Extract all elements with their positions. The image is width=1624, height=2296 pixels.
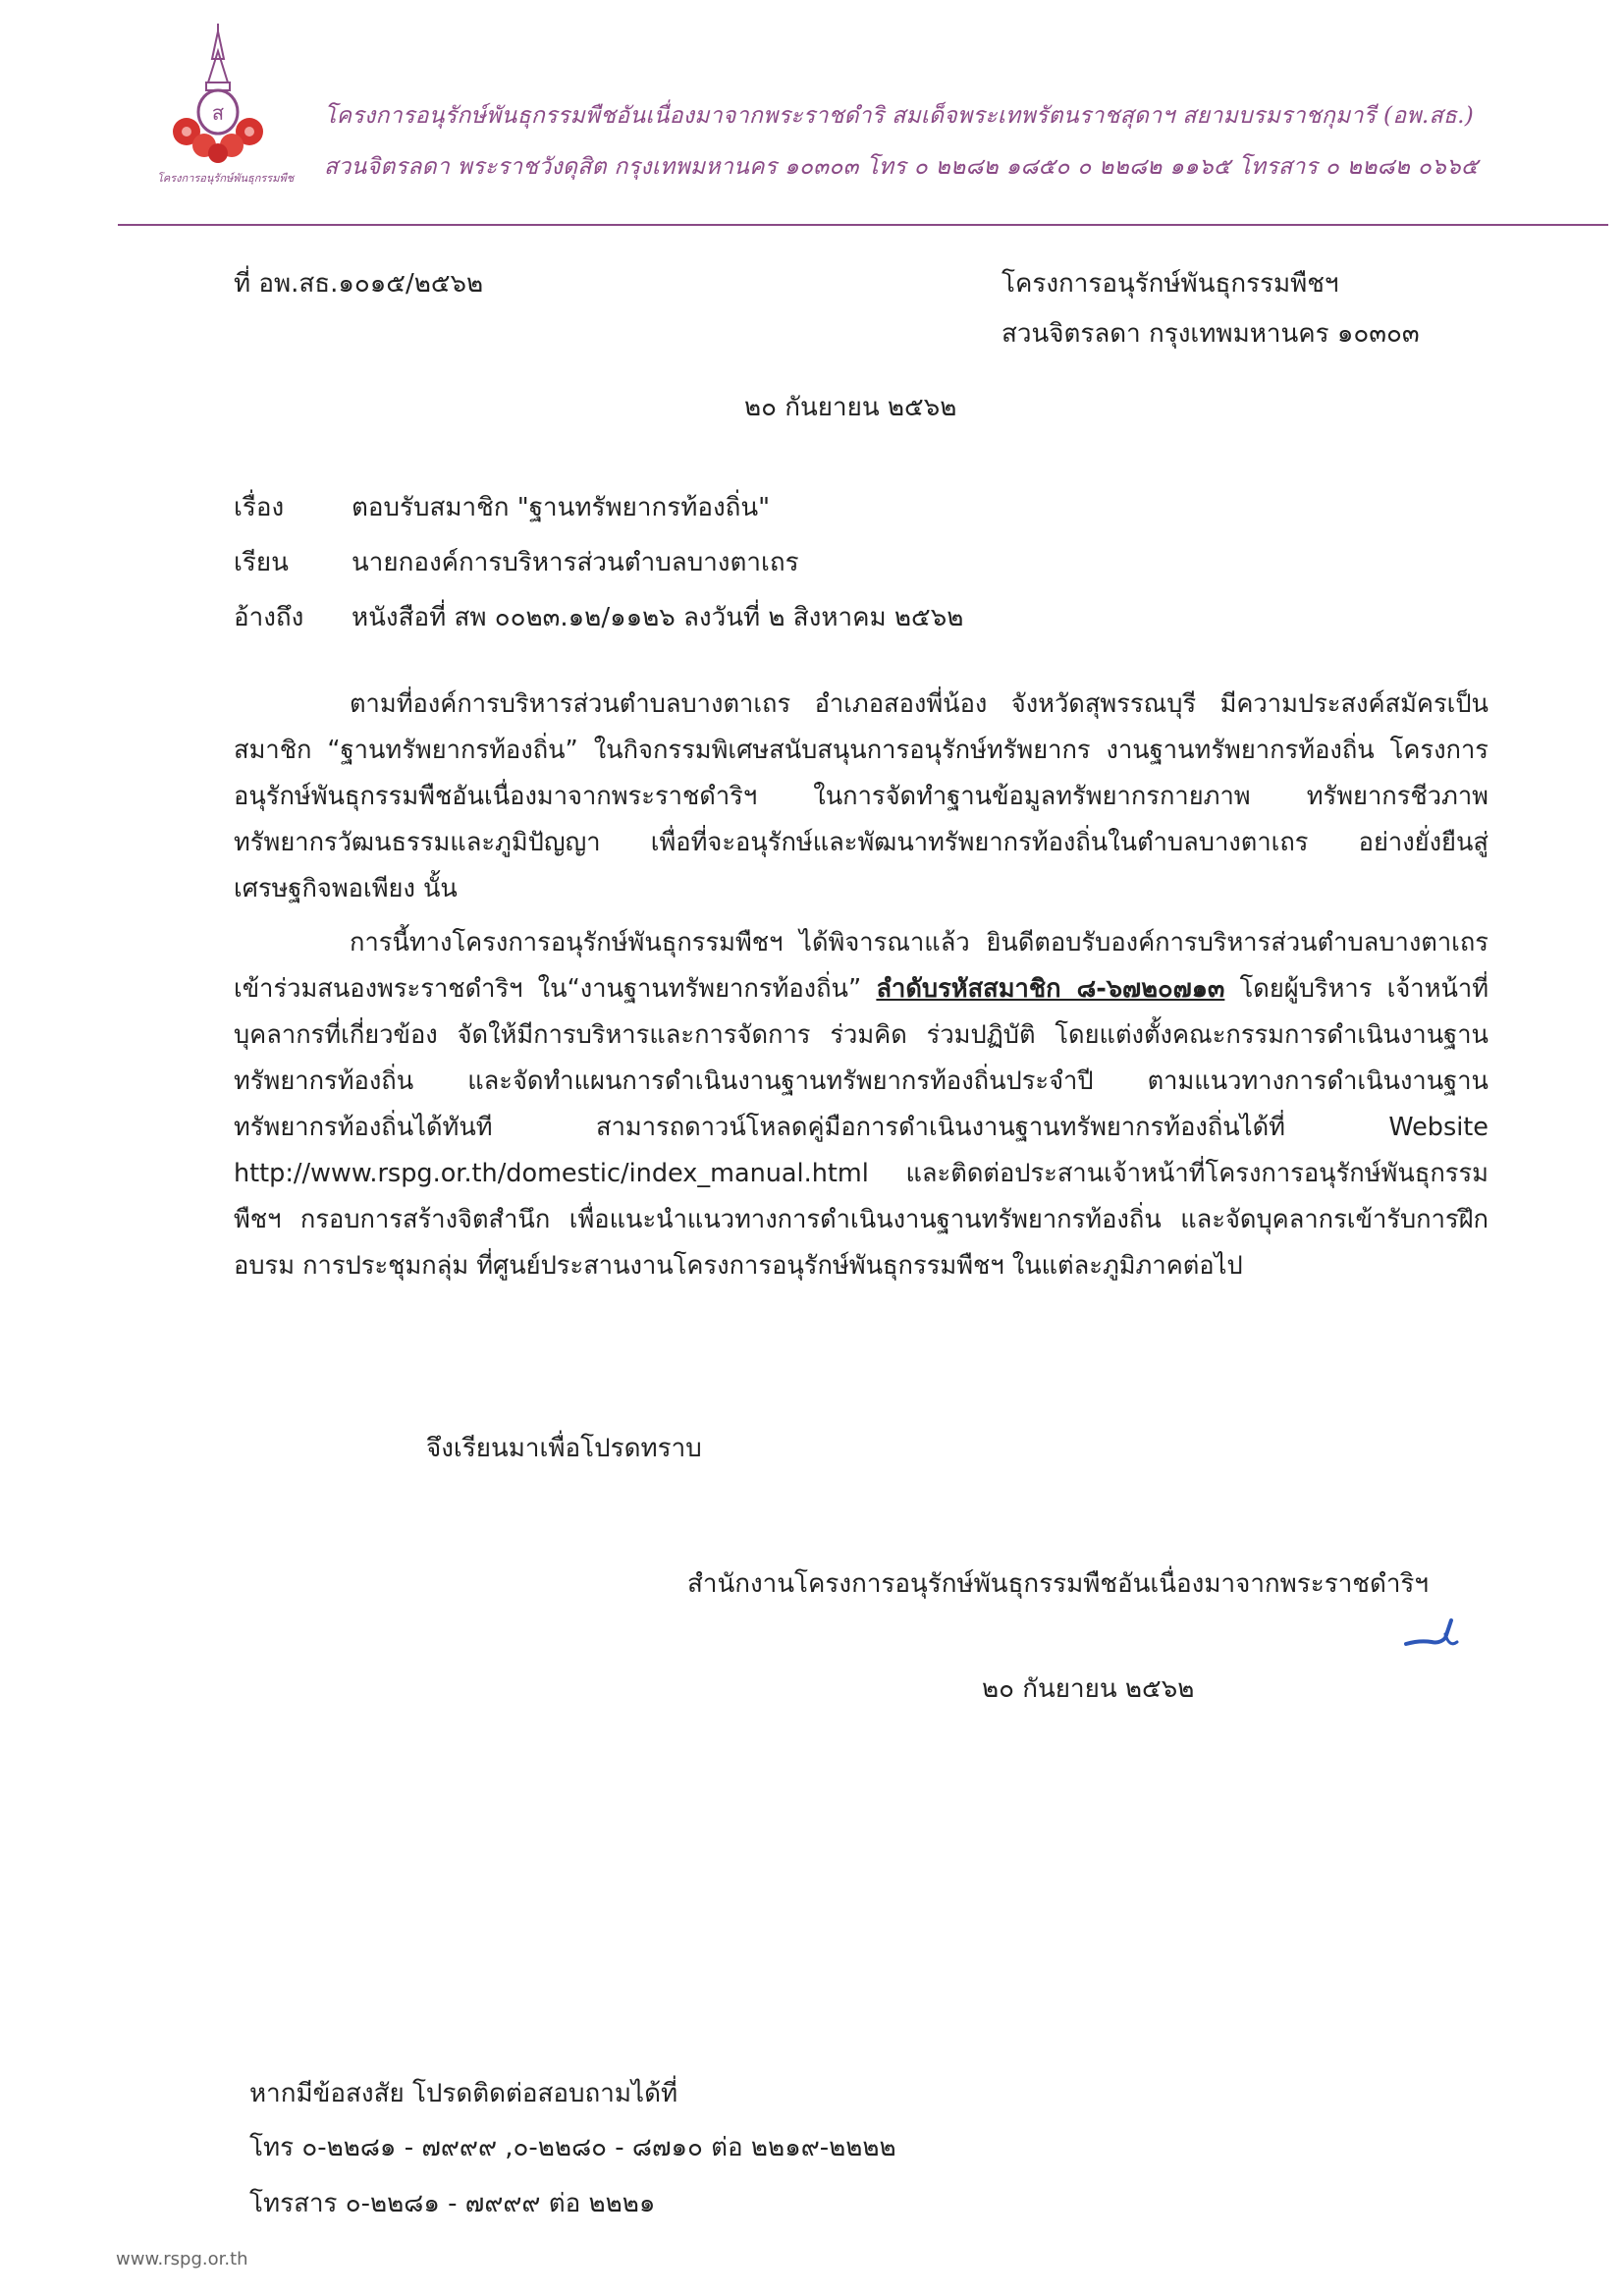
footer-phone: โทร ๐-๒๒๘๑ - ๗๙๙๙ ,๐-๒๒๘๐ - ๘๗๑๐ ต่อ ๒๒๑๙-๒๒๒๒ — [249, 2133, 896, 2162]
recipient-value: นายกองค์การบริหารส่วนตำบลบางตาเถร — [352, 548, 799, 577]
subject-value: ตอบรับสมาชิก "ฐานทรัพยากรท้องถิ่น" — [352, 493, 771, 522]
letter-date: ๒๐ กันยายน ๒๕๖๒ — [744, 393, 957, 422]
footer-website[interactable]: www.rspg.or.th — [116, 2249, 248, 2269]
body-paragraph-2-rest: โดยผู้บริหาร เจ้าหน้าที่ บุคลากรที่เกี่ยวข้อง จัดให้มีการบริหารและการจัดการ ร่วมคิด ร่วมปฏิบัติ โดยแต่งตั้งคณะกรรมการดำเนินงานฐานทรัพยากรท้องถิ่น และจัดทำแผนการดำเนินงานฐานทรัพยากรท้องถิ่นประจำปี ตามแนวทางการดำเนินงานฐานทรัพยากรท้องถิ่นได้ทันที สามารถดาวน์โหลดคู่มือการดำเนินงานฐานทรัพยากรท้องถิ่นได้ที่ Website http://www.rspg.or.th/domestic/index_manual.html และติดต่อประสานเจ้าหน้าที่โครงการอนุรักษ์พันธุกรรมพืชฯ กรอบการสร้างจิตสำนึก เพื่อแนะนำแนวทางการดำเนินงานฐานทรัพยากรท้องถิ่น และจัดบุคลากรเข้ารับการฝึกอบรม การประชุมกลุ่ม ที่ศูนย์ประสานงานโครงการอนุรักษ์พันธุกรรมพืชฯ ในแต่ละภูมิภาคต่อไป — [234, 974, 1489, 1281]
closing-line: จึงเรียนมาเพื่อโปรดทราบ — [426, 1434, 702, 1463]
recipient-label: เรียน — [234, 548, 289, 577]
footer-inquiry: หากมีข้อสงสัย โปรดติดต่อสอบถามได้ที่ — [249, 2079, 678, 2108]
body-paragraph-2-intro: การนี้ทางโครงการอนุรักษ์พันธุกรรมพืชฯ ได้พิจารณาแล้ว ยินดีตอบรับองค์การบริหารส่วนตำบลบางตาเถร เข้าร่วมสนองพระราชดำริฯ ใน“งานฐานทรัพยากรท้องถิ่น” — [234, 928, 1489, 1004]
body-paragraph-2 — [234, 920, 1489, 1289]
footer-fax: โทรสาร ๐-๒๒๘๑ - ๗๙๙๙ ต่อ ๒๒๒๑ — [249, 2189, 656, 2218]
letterhead-line-1: โครงการอนุรักษ์พันธุกรรมพืชอันเนื่องมาจากพระราชดำริ สมเด็จพระเทพรัตนราชสุดาฯ สยามบรมราชกุมารี (อพ.สธ.) — [324, 103, 1475, 129]
member-code: ลำดับรหัสสมาชิก ๘-๖๗๒๐๗๑๓ — [876, 974, 1225, 1004]
organization-logo — [157, 22, 295, 208]
sender-address: สวนจิตรลดา กรุงเทพมหานคร ๑๐๓๐๓ — [1001, 319, 1420, 349]
reference-label: อ้างถึง — [234, 603, 304, 632]
signature-mark-icon — [1402, 1614, 1461, 1654]
reference-value: หนังสือที่ สพ ๐๐๒๓.๑๒/๑๑๒๖ ลงวันที่ ๒ สิงหาคม ๒๕๖๒ — [352, 603, 964, 632]
letter-body — [234, 682, 1489, 1289]
sender-name: โครงการอนุรักษ์พันธุกรรมพืชฯ — [1001, 269, 1339, 299]
letterhead-line-2: สวนจิตรลดา พระราชวังดุสิต กรุงเทพมหานคร ๑๐๓๐๓ โทร ๐ ๒๒๘๒ ๑๘๕๐ ๐ ๒๒๘๒ ๑๑๖๕ โทรสาร ๐ ๒๒๘๒ ๐๖๖๕ — [324, 154, 1479, 180]
signature-date: ๒๐ กันยายน ๒๕๖๒ — [982, 1674, 1195, 1704]
body-paragraph-1: ตามที่องค์การบริหารส่วนตำบลบางตาเถร อำเภอสองพี่น้อง จังหวัดสุพรรณบุรี มีความประสงค์สมัครเป็นสมาชิก “ฐานทรัพยากรท้องถิ่น” ในกิจกรรมพิเศษสนับสนุนการอนุรักษ์ทรัพยากร งานฐานทรัพยากรท้องถิ่น โครงการอนุรักษ์พันธุกรรมพืชอันเนื่องมาจากพระราชดำริฯ ในการจัดทำฐานข้อมูลทรัพยากรกายภาพ ทรัพยากรชีวภาพ ทรัพยากรวัฒนธรรมและภูมิปัญญา เพื่อที่จะอนุรักษ์และพัฒนาทรัพยากรท้องถิ่นในตำบลบางตาเถร อย่างยั่งยืนสู่เศรษฐกิจพอเพียง นั้น — [234, 689, 1489, 903]
letterhead-divider — [118, 224, 1608, 226]
logo-emblem-icon — [165, 22, 271, 169]
reference-number: ที่ อพ.สธ.๑๐๑๕/๒๕๖๒ — [234, 269, 484, 299]
subject-label: เรื่อง — [234, 493, 285, 522]
svg-text:ส: ส — [211, 101, 225, 125]
signature-office: สำนักงานโครงการอนุรักษ์พันธุกรรมพืชอันเนื่องมาจากพระราชดำริฯ — [687, 1569, 1429, 1599]
logo-caption: โครงการอนุรักษ์พันธุกรรมพืช — [157, 172, 295, 185]
